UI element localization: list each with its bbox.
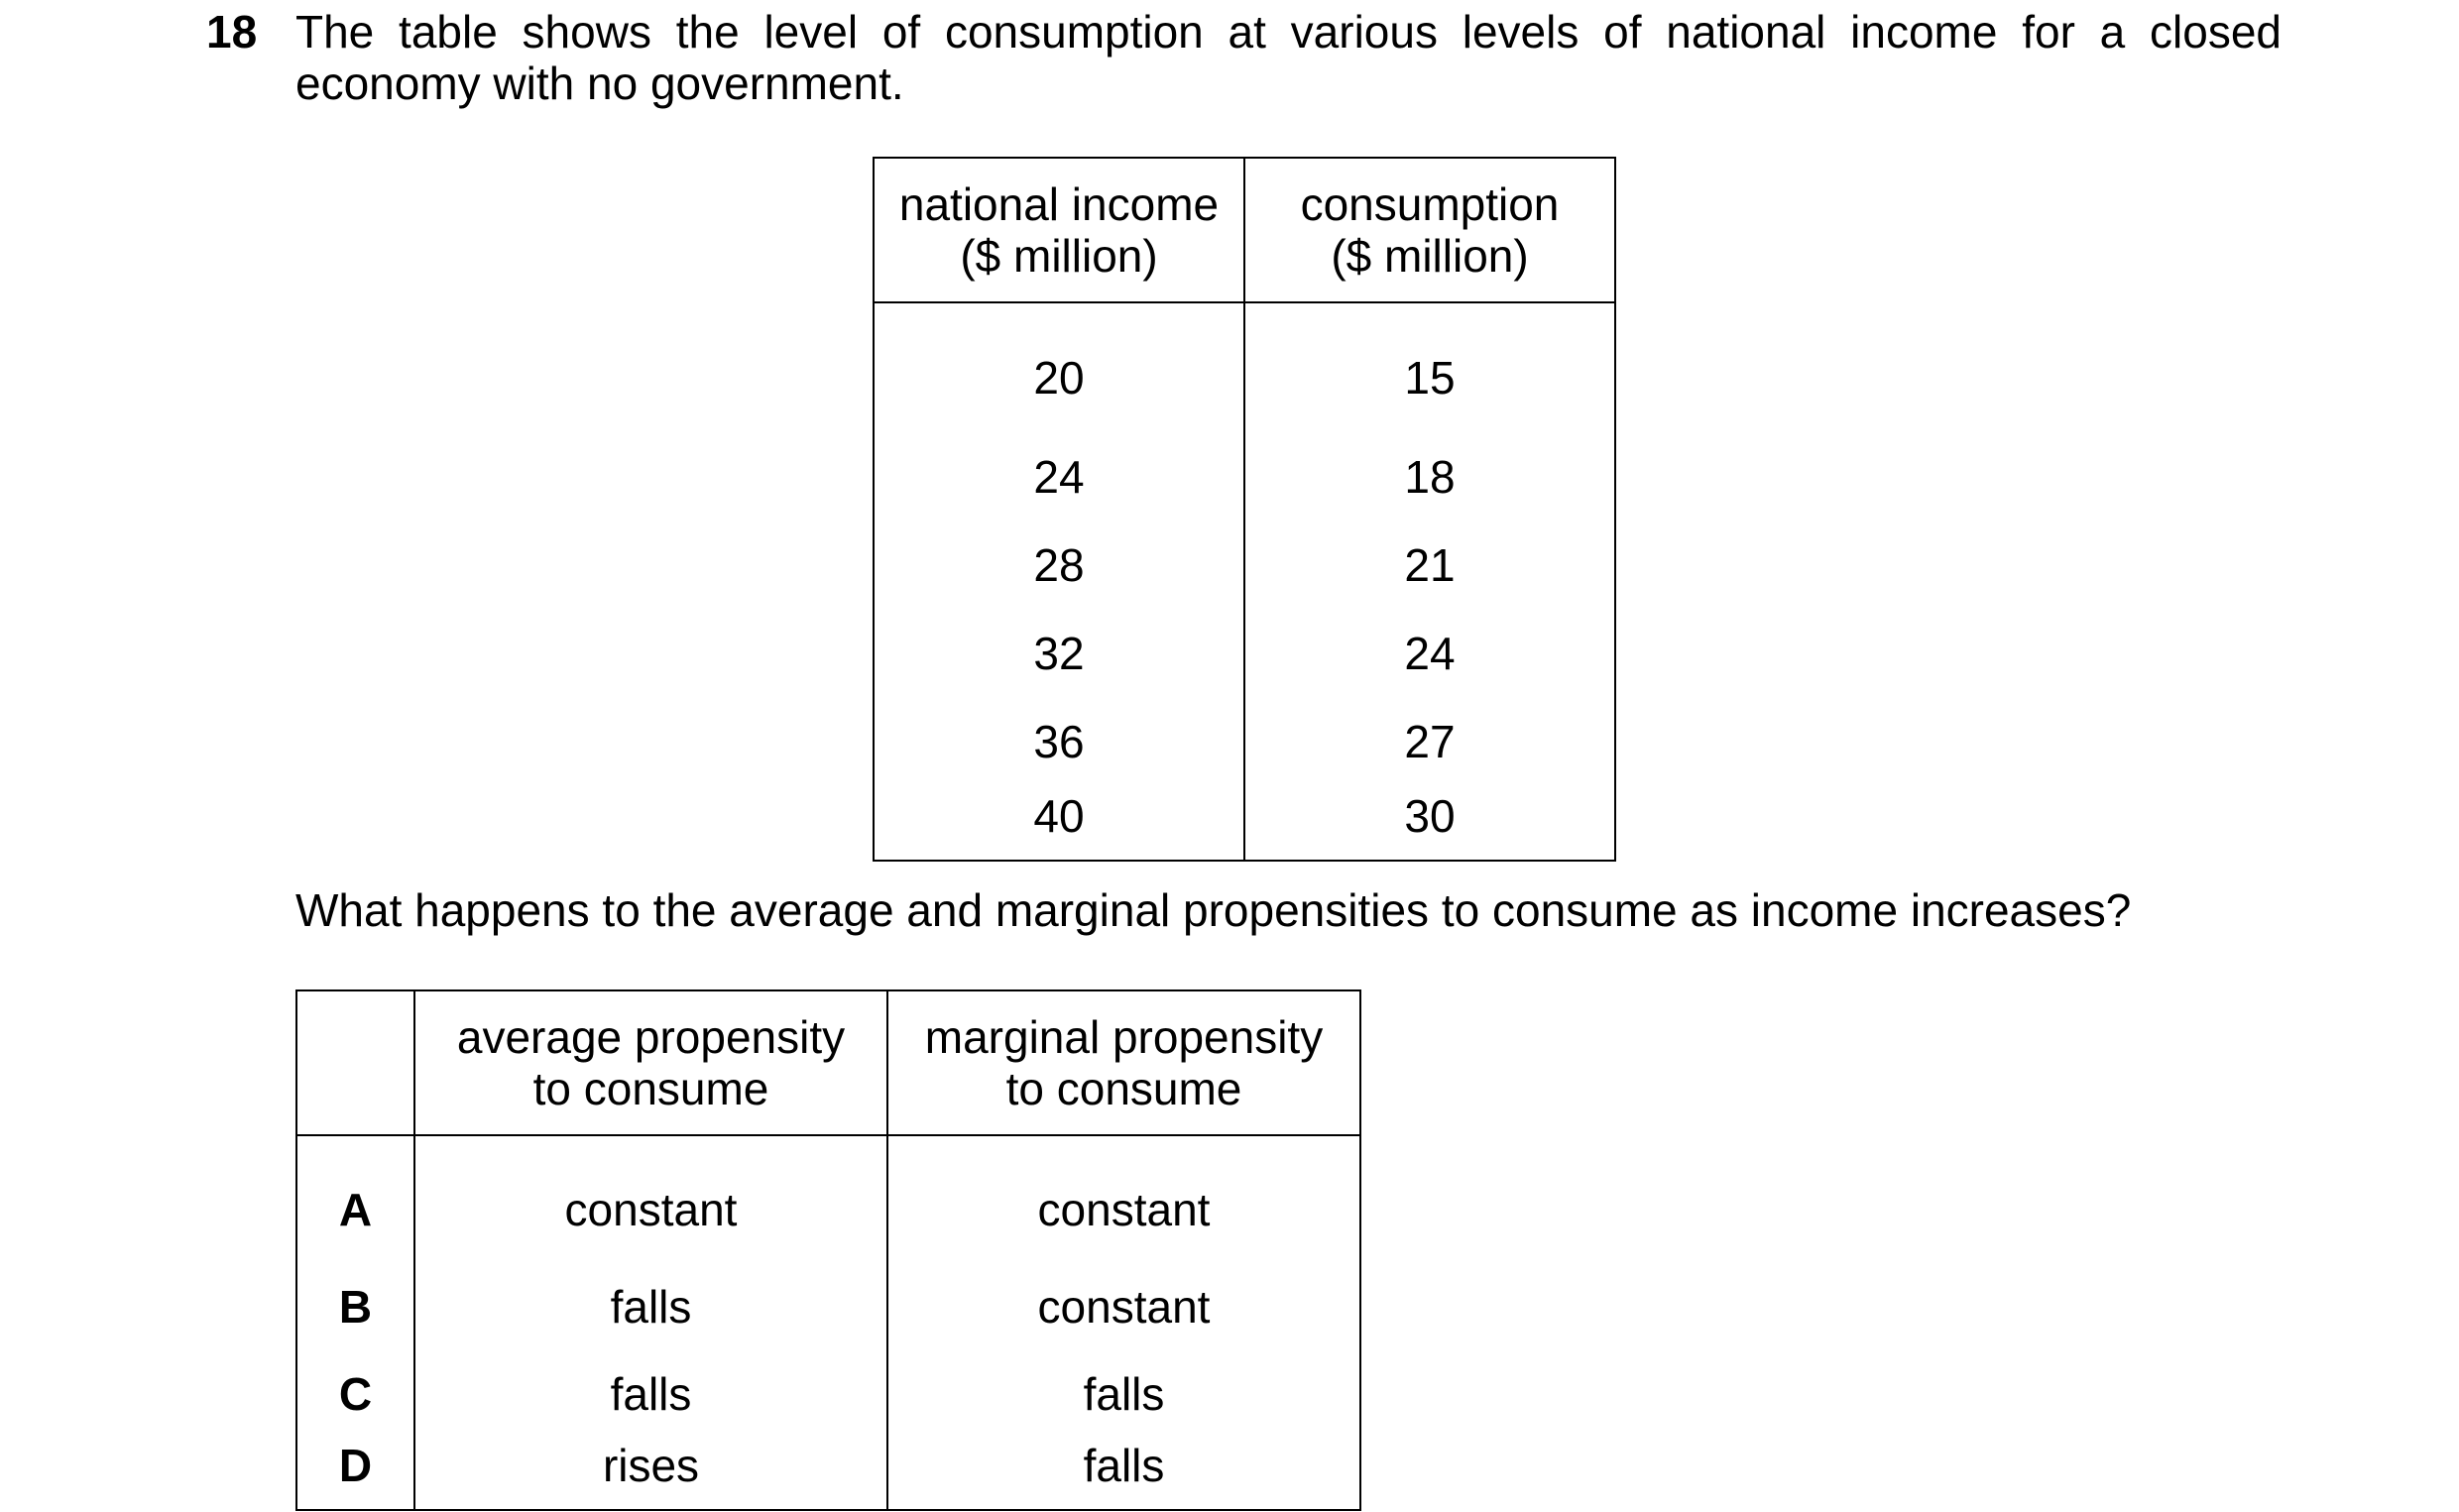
mpc-cell: falls [887,1438,1360,1510]
consumption-cell: 30 [1244,785,1615,861]
option-letter: D [296,1438,414,1510]
header-apc-line2: to consume [532,1063,769,1114]
header-apc-line1: average propensity [456,1011,846,1063]
header-mpc-line1: marginal propensity [924,1011,1324,1063]
header-consumption-line2: ($ million) [1331,230,1529,282]
consumption-cell: 24 [1244,609,1615,697]
question-number: 18 [206,6,258,58]
answer-option-d[interactable] [296,1438,1360,1510]
header-apc [414,990,887,1135]
answer-option-c[interactable] [296,1350,1360,1438]
answer-option-a[interactable] [296,1135,1360,1263]
table-row [874,697,1615,785]
header-mpc-line2: to consume [1005,1063,1242,1114]
consumption-cell: 15 [1244,302,1615,432]
header-national-income-line2: ($ million) [960,230,1158,282]
table-row [874,521,1615,609]
header-national-income-line1: national income [898,178,1220,230]
national-income-cell: 32 [874,609,1244,697]
option-letter: A [296,1135,414,1263]
header-consumption [1244,158,1615,302]
apc-cell: constant [414,1135,887,1263]
answer-header-row [296,990,1360,1135]
table-row [874,302,1615,432]
mpc-cell: constant [887,1135,1360,1263]
table-row [874,785,1615,861]
income-consumption-table [873,157,1616,862]
apc-cell: rises [414,1438,887,1510]
question-prompt: What happens to the average and marginal propensities to consume as income increases? [295,884,2132,936]
answer-option-b[interactable] [296,1263,1360,1350]
table-row [874,609,1615,697]
header-mpc [887,990,1360,1135]
header-national-income [874,158,1244,302]
consumption-cell: 27 [1244,697,1615,785]
question-stem: The table shows the level of consumption at various levels of national income for a closed economy with no government. [295,6,2282,109]
national-income-cell: 28 [874,521,1244,609]
national-income-cell: 20 [874,302,1244,432]
consumption-cell: 21 [1244,521,1615,609]
answer-options-table [295,989,1361,1511]
table-row [874,432,1615,521]
national-income-cell: 40 [874,785,1244,861]
consumption-cell: 18 [1244,432,1615,521]
apc-cell: falls [414,1350,887,1438]
mpc-cell: falls [887,1350,1360,1438]
table-header-row [874,158,1615,302]
header-blank [296,990,414,1135]
national-income-cell: 24 [874,432,1244,521]
option-letter: C [296,1350,414,1438]
apc-cell: falls [414,1263,887,1350]
mpc-cell: constant [887,1263,1360,1350]
option-letter: B [296,1263,414,1350]
header-consumption-line1: consumption [1300,178,1560,230]
national-income-cell: 36 [874,697,1244,785]
